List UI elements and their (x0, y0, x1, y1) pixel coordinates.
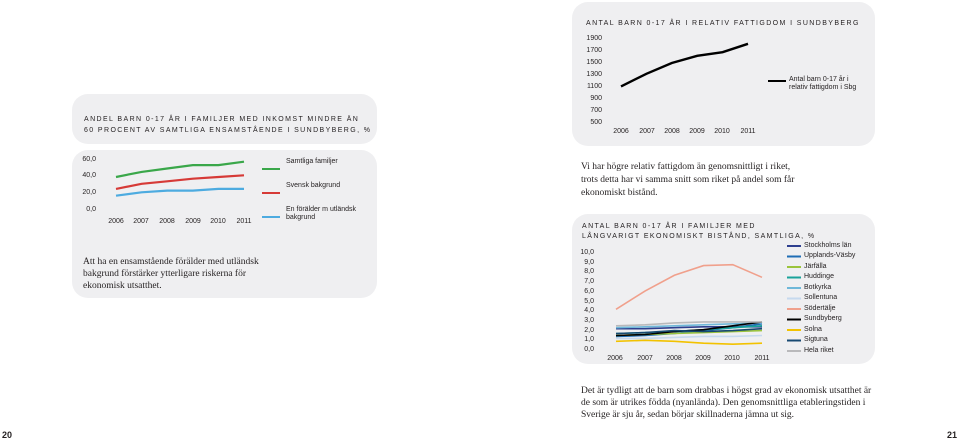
right-legend-item: Sundbyberg (804, 315, 842, 322)
right-legend-item: Sollentuna (804, 294, 838, 301)
right-ytick: 8,0 (584, 268, 594, 276)
left-paragraph-line: bakgrund förstärker ytterligare riskerna för (83, 269, 247, 279)
right-ytick: 4,0 (584, 307, 594, 315)
left-ytick: 20,0 (82, 189, 96, 196)
right-ytick: 7,0 (584, 278, 594, 286)
top-xtick: 2006 (613, 128, 629, 135)
page-number-right: 21 (947, 430, 958, 440)
left-chart-title-line-1: ANDEL BARN 0-17 ÅR I FAMILJER MED INKOMST MINDRE ÄN (84, 116, 360, 123)
page-number-left: 20 (2, 430, 13, 440)
right-xtick: 2011 (754, 355, 770, 362)
top-ytick: 1900 (586, 35, 602, 42)
right-series-line (616, 265, 762, 310)
right-ytick: 1,0 (584, 336, 594, 344)
right-legend-item: Huddinge (804, 273, 834, 280)
top-xtick: 2009 (689, 128, 705, 135)
right-paragraph-line: trots detta har vi samma snitt som riket på andel som får (581, 175, 795, 185)
top-ytick: 1300 (586, 71, 602, 78)
right-legend-item: Södertälje (804, 304, 836, 312)
right-paragraph-line: Det är tydligt att de barn som drabbas i högst grad av ekonomisk utsatthet är (581, 386, 872, 396)
top-ytick: 700 (590, 107, 602, 114)
top-xtick: 2011 (740, 128, 756, 135)
right-series-line (616, 340, 762, 344)
top-xtick: 2007 (639, 128, 655, 135)
right-ytick: 0,0 (584, 346, 594, 353)
right-legend-item: Upplands-Väsby (804, 252, 856, 259)
left-ytick: 60,0 (82, 156, 96, 163)
top-ytick: 1700 (586, 47, 602, 54)
left-xtick: 2006 (108, 218, 124, 225)
left-ytick: 40,0 (82, 172, 96, 179)
right-paragraph-line: Vi har högre relativ fattigdom än genomsnittligt i riket, (581, 162, 791, 172)
right-xtick: 2009 (695, 355, 711, 362)
right-chart-title-line-1: ANTAL BARN 0-17 ÅR I FAMILJER MED (582, 223, 756, 230)
right-legend-item: Botkyrka (804, 283, 832, 291)
right-ytick: 3,0 (584, 316, 594, 324)
right-ytick: 6,0 (584, 287, 594, 295)
top-legend-label: Antal barn 0-17 år i relativ fattigdom i Sbg (789, 76, 857, 91)
left-paragraph-line: Att ha en ensamstående förälder med utländsk (83, 257, 259, 267)
top-ytick: 1500 (586, 59, 602, 66)
right-xtick: 2010 (724, 355, 740, 362)
left-legend-item: Svensk bakgrund (286, 182, 341, 189)
right-paragraph-line: ekonomiskt bistånd. (581, 188, 658, 198)
top-ytick: 1100 (586, 83, 602, 90)
right-ytick: 9,0 (584, 258, 594, 266)
top-ytick: 500 (590, 119, 602, 126)
top-chart-title: ANTAL BARN 0-17 ÅR I RELATIV FATTIGDOM I SUNDBYBERG (586, 20, 860, 27)
right-legend-item: Hela riket (804, 346, 834, 354)
right-legend-item: Sigtuna (804, 336, 828, 343)
right-ytick: 10,0 (580, 249, 594, 256)
left-xtick: 2007 (133, 218, 149, 225)
right-legend-item: Järfälla (804, 262, 827, 270)
left-paragraph-line: ekonomisk utsatthet. (83, 281, 162, 291)
left-legend-item: En förälder m utländsk bakgrund (286, 206, 357, 221)
left-xtick: 2010 (210, 218, 226, 225)
right-xtick: 2007 (637, 355, 653, 362)
right-legend-item: Stockholms län (804, 241, 852, 249)
right-xtick: 2006 (607, 355, 623, 362)
left-ytick: 0,0 (86, 206, 96, 213)
left-xtick: 2009 (185, 218, 201, 225)
right-ytick: 2,0 (584, 326, 594, 334)
right-chart-title-line-2: LÅNGVARIGT EKONOMISKT BISTÅND, SAMTLIGA, % (582, 233, 816, 240)
right-paragraph-line: de som är utrikes födda (nyanlända). Den genomsnittliga etableringstiden i (581, 398, 866, 408)
right-xtick: 2008 (666, 355, 682, 362)
left-xtick: 2011 (236, 218, 252, 225)
left-chart-title-line-2: 60 PROCENT AV SAMTLIGA ENSAMSTÅENDE I SUNDBYBERG, % (84, 127, 372, 134)
top-xtick: 2008 (664, 128, 680, 135)
left-xtick: 2008 (159, 218, 175, 225)
top-ytick: 900 (590, 95, 602, 102)
top-xtick: 2010 (714, 128, 730, 135)
right-ytick: 5,0 (584, 297, 594, 305)
left-legend-item: Samtliga familjer (286, 158, 338, 165)
right-legend-item: Solna (804, 325, 822, 333)
right-paragraph-line: Sverige är sju år, sedan börjar skillnaderna jämna ut sig. (581, 410, 795, 420)
